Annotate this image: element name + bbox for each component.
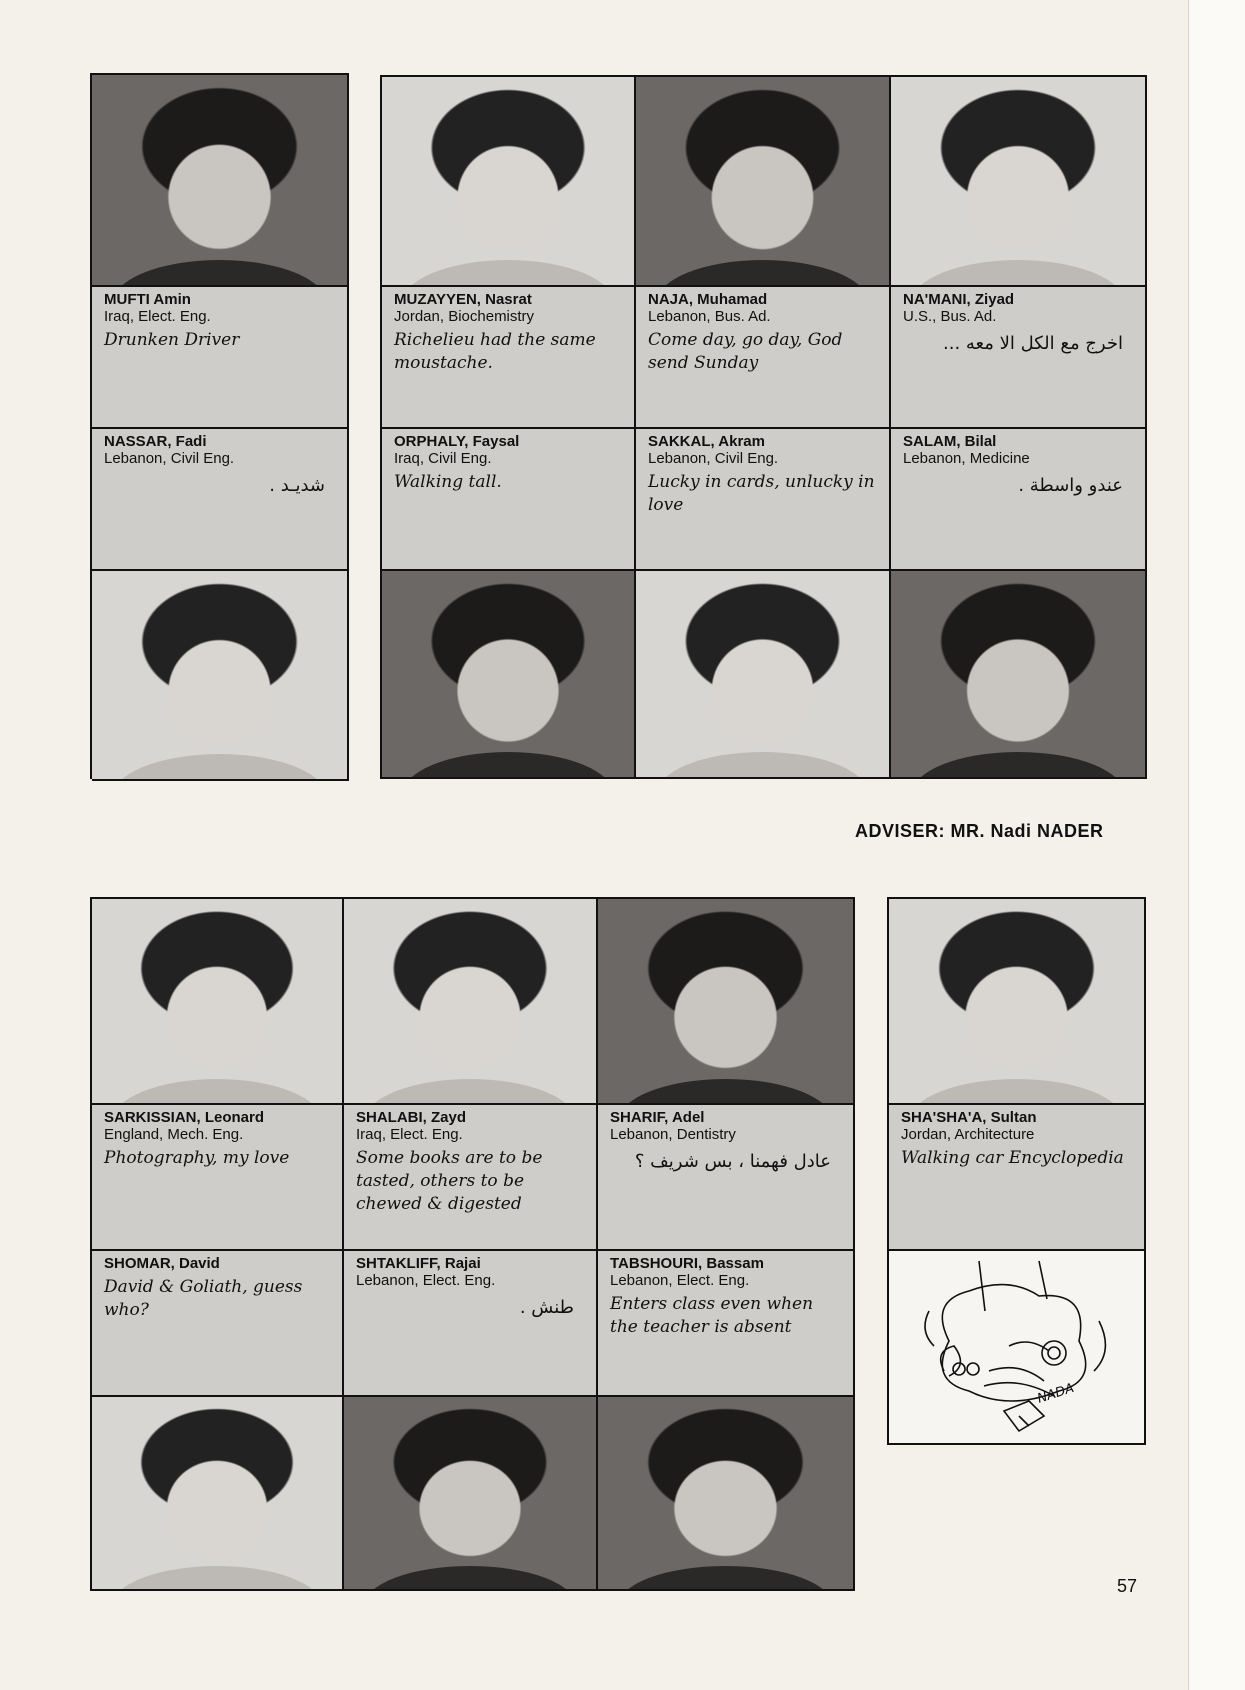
- student-detail: England, Mech. Eng.: [104, 1126, 244, 1143]
- student-name: SHARIF, Adel: [610, 1109, 705, 1126]
- student-detail: Iraq, Elect. Eng.: [356, 1126, 463, 1143]
- student-detail: U.S., Bus. Ad.: [903, 308, 997, 325]
- student-photo: [598, 1397, 855, 1591]
- top-grid-right: [380, 75, 1147, 779]
- student-info-orphaly: [382, 429, 636, 571]
- cartoon-panel: [889, 1251, 1146, 1445]
- student-photo: [382, 571, 636, 779]
- student-name: MUFTI Amin: [104, 291, 191, 308]
- student-photo: [92, 1397, 344, 1591]
- student-info-sarkissian: [92, 1105, 344, 1251]
- student-quote: Enters class even when the teacher is absent: [610, 1294, 814, 1337]
- student-info-shalabi: [344, 1105, 598, 1251]
- student-name: SHTAKLIFF, Rajai: [356, 1255, 481, 1272]
- student-quote: Come day, go day, God send Sunday: [648, 330, 843, 373]
- top-grid-left: [90, 73, 349, 779]
- student-quote: اخرج مع الكل الا معه ...: [943, 333, 1123, 354]
- student-name: NAJA, Muhamad: [648, 291, 768, 308]
- student-detail: Lebanon, Bus. Ad.: [648, 308, 771, 325]
- student-name: SHALABI, Zayd: [356, 1109, 467, 1126]
- student-photo: [382, 77, 636, 287]
- student-quote: Drunken Driver: [104, 330, 240, 350]
- student-info-namani: [891, 287, 1147, 429]
- student-name: SHOMAR, David: [104, 1255, 220, 1272]
- student-info-naja: [636, 287, 891, 429]
- student-detail: Lebanon, Dentistry: [610, 1126, 736, 1143]
- student-name: SARKISSIAN, Leonard: [104, 1109, 265, 1126]
- student-quote: طنش .: [519, 1297, 574, 1318]
- student-quote: Walking car Encyclopedia: [901, 1148, 1124, 1168]
- student-photo: [344, 1397, 598, 1591]
- adviser-caption: ADVISER: MR. Nadi NADER: [855, 821, 1104, 841]
- student-photo: [92, 75, 349, 287]
- student-info-shomar: [92, 1251, 344, 1397]
- student-quote: Some books are to be tasted, others to be chewed & digested: [356, 1148, 543, 1214]
- student-name: TABSHOURI, Bassam: [610, 1255, 764, 1272]
- student-detail: Lebanon, Medicine: [903, 450, 1030, 467]
- student-photo: [891, 571, 1147, 779]
- student-quote: Lucky in cards, unlucky in love: [648, 472, 875, 515]
- student-info-shashaa: [889, 1105, 1146, 1251]
- student-quote: David & Goliath, guess who?: [104, 1277, 303, 1320]
- student-detail: Jordan, Architecture: [901, 1126, 1035, 1143]
- student-info-mufti: [92, 287, 349, 429]
- student-quote: عندو واسطة .: [1018, 475, 1123, 496]
- cartoon-signature: NADA: [1035, 1380, 1076, 1407]
- student-photo: [889, 899, 1146, 1105]
- student-quote: Richelieu had the same moustache.: [394, 330, 596, 373]
- student-photo: [636, 571, 891, 779]
- student-detail: Lebanon, Elect. Eng.: [356, 1272, 496, 1289]
- student-detail: Iraq, Civil Eng.: [394, 450, 492, 467]
- student-quote: Walking tall.: [394, 472, 502, 492]
- student-name: ORPHALY, Faysal: [394, 433, 520, 450]
- student-photo: [92, 899, 344, 1105]
- student-detail: Iraq, Elect. Eng.: [104, 308, 211, 325]
- student-quote: شديـد .: [269, 475, 325, 496]
- page-edge: [1188, 0, 1245, 1690]
- bottom-grid-left: [90, 897, 855, 1591]
- student-quote: Photography, my love: [104, 1148, 290, 1168]
- bottom-grid-right: [887, 897, 1146, 1445]
- student-photo: [636, 77, 891, 287]
- student-name: NASSAR, Fadi: [104, 433, 207, 450]
- student-name: NA'MANI, Ziyad: [903, 291, 1015, 308]
- student-photo: [891, 77, 1147, 287]
- student-detail: Jordan, Biochemistry: [394, 308, 535, 325]
- student-photo: [598, 899, 855, 1105]
- student-name: SAKKAL, Akram: [648, 433, 765, 450]
- student-photo: [92, 571, 349, 781]
- student-info-nassar: [92, 429, 349, 571]
- student-quote: عادل فهمنا ، بس شريف ؟: [634, 1151, 831, 1172]
- student-info-shtakliff: [344, 1251, 598, 1397]
- student-photo: [344, 899, 598, 1105]
- student-detail: Lebanon, Civil Eng.: [104, 450, 235, 467]
- student-name: MUZAYYEN, Nasrat: [394, 291, 532, 308]
- cartoon-drawing: [889, 1251, 1142, 1441]
- page-number: 57: [1117, 1576, 1138, 1596]
- student-name: SALAM, Bilal: [903, 433, 997, 450]
- student-name: SHA'SHA'A, Sultan: [901, 1109, 1037, 1126]
- student-info-sharif: [598, 1105, 855, 1251]
- student-info-muzayyen: [382, 287, 636, 429]
- student-info-sakkal: [636, 429, 891, 571]
- student-detail: Lebanon, Civil Eng.: [648, 450, 779, 467]
- student-detail: Lebanon, Elect. Eng.: [610, 1272, 750, 1289]
- student-info-salam: [891, 429, 1147, 571]
- student-info-tabshouri: [598, 1251, 855, 1397]
